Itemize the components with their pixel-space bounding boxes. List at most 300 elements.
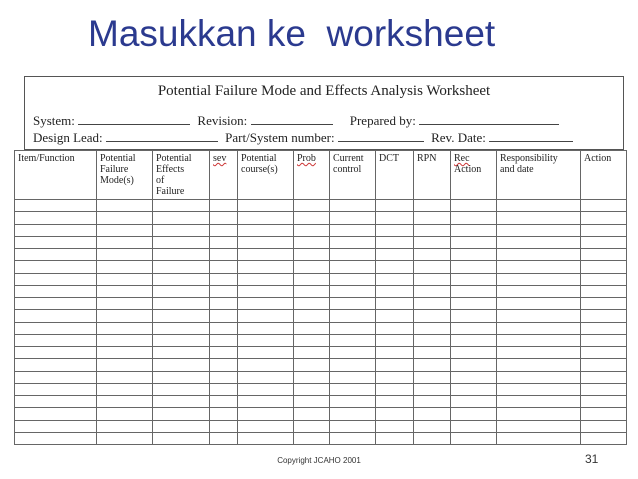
table-cell[interactable] [15,432,97,444]
table-cell[interactable] [414,322,451,334]
column-header [451,151,497,200]
table-cell[interactable] [414,298,451,310]
table-cell[interactable] [330,285,376,297]
table-cell[interactable] [15,334,97,346]
table-cell[interactable] [294,212,330,224]
table-cell[interactable] [294,236,330,248]
table-cell[interactable] [330,359,376,371]
table-cell[interactable] [153,371,210,383]
table-cell[interactable] [581,420,627,432]
table-cell[interactable] [330,420,376,432]
table-cell[interactable] [97,310,153,322]
table-cell[interactable] [153,322,210,334]
table-cell[interactable] [294,261,330,273]
table-cell[interactable] [497,347,581,359]
table-cell[interactable] [15,212,97,224]
table-cell[interactable] [581,298,627,310]
column-header [153,151,210,200]
table-row [15,347,627,359]
column-header-text: Failure [156,186,185,197]
table-cell[interactable] [581,432,627,444]
table-cell[interactable] [15,371,97,383]
table-cell[interactable] [15,261,97,273]
table-row [15,371,627,383]
table-cell[interactable] [451,285,497,297]
table-cell[interactable] [497,310,581,322]
table-cell[interactable] [210,322,238,334]
worksheet-header [24,76,624,150]
table-cell[interactable] [97,298,153,310]
column-header-text: Failure [100,164,129,175]
rev-date-label: Rev. Date: [431,130,486,145]
table-cell[interactable] [238,396,294,408]
table-cell[interactable] [153,298,210,310]
table-cell[interactable] [376,200,414,212]
table-cell[interactable] [376,371,414,383]
table-cell[interactable] [15,396,97,408]
table-cell[interactable] [153,224,210,236]
table-cell[interactable] [330,236,376,248]
table-cell[interactable] [451,310,497,322]
table-cell[interactable] [153,432,210,444]
column-header-text: DCT [379,153,399,164]
table-cell[interactable] [97,249,153,261]
table-cell[interactable] [294,273,330,285]
table-cell[interactable] [451,212,497,224]
table-cell[interactable] [376,236,414,248]
table-cell[interactable] [15,408,97,420]
column-header-text: Potential [156,153,192,164]
table-cell[interactable] [581,396,627,408]
table-cell[interactable] [97,371,153,383]
table-cell[interactable] [97,212,153,224]
table-cell[interactable] [497,371,581,383]
table-cell[interactable] [97,224,153,236]
column-header-text: of [156,175,165,186]
table-cell[interactable] [581,212,627,224]
header-fields-row-1 [33,113,559,129]
table-cell[interactable] [414,359,451,371]
table-header-row [15,151,627,200]
table-cell[interactable] [451,322,497,334]
table-cell[interactable] [238,273,294,285]
table-cell[interactable] [153,310,210,322]
table-cell[interactable] [376,298,414,310]
table-cell[interactable] [451,396,497,408]
table-cell[interactable] [451,249,497,261]
table-cell[interactable] [210,371,238,383]
table-cell[interactable] [330,200,376,212]
table-cell[interactable] [210,261,238,273]
table-cell[interactable] [238,200,294,212]
table-cell[interactable] [238,334,294,346]
table-cell[interactable] [15,298,97,310]
table-cell[interactable] [451,420,497,432]
table-row [15,408,627,420]
table-cell[interactable] [238,432,294,444]
table-row [15,310,627,322]
column-header-text: RPN [417,153,437,164]
part-system-number-field[interactable] [338,131,424,142]
column-header-text: Action [454,164,482,175]
table-cell[interactable] [376,347,414,359]
table-cell[interactable] [238,359,294,371]
table-cell[interactable] [153,200,210,212]
table-cell[interactable] [414,285,451,297]
table-cell[interactable] [294,420,330,432]
table-cell[interactable] [376,249,414,261]
table-cell[interactable] [497,396,581,408]
revision-label: Revision: [197,113,248,128]
table-cell[interactable] [15,359,97,371]
table-row [15,261,627,273]
table-cell[interactable] [414,310,451,322]
table-cell[interactable] [97,236,153,248]
table-cell[interactable] [581,371,627,383]
table-cell[interactable] [97,261,153,273]
table-cell[interactable] [330,396,376,408]
table-cell[interactable] [414,236,451,248]
table-cell[interactable] [451,224,497,236]
table-cell[interactable] [581,285,627,297]
table-cell[interactable] [238,408,294,420]
system-label: System: [33,113,75,128]
table-cell[interactable] [414,334,451,346]
table-cell[interactable] [497,359,581,371]
column-header [294,151,330,200]
table-cell[interactable] [97,432,153,444]
table-cell[interactable] [294,383,330,395]
table-cell[interactable] [15,420,97,432]
table-cell[interactable] [376,273,414,285]
table-cell[interactable] [376,261,414,273]
table-cell[interactable] [210,273,238,285]
table-cell[interactable] [330,408,376,420]
table-cell[interactable] [294,224,330,236]
table-cell[interactable] [210,249,238,261]
table-cell[interactable] [581,408,627,420]
table-cell[interactable] [97,334,153,346]
table-cell[interactable] [414,212,451,224]
column-header [210,151,238,200]
table-cell[interactable] [414,347,451,359]
slide-title: Masukkan ke worksheet [88,13,496,54]
table-cell[interactable] [294,310,330,322]
table-cell[interactable] [97,383,153,395]
table-cell[interactable] [238,212,294,224]
table-cell[interactable] [330,249,376,261]
table-cell[interactable] [210,347,238,359]
column-header-text: Current [333,153,364,164]
table-cell[interactable] [15,224,97,236]
table-cell[interactable] [210,285,238,297]
column-header-text: Effects [156,164,185,175]
table-cell[interactable] [330,334,376,346]
revision-field[interactable] [251,114,333,125]
table-cell[interactable] [414,408,451,420]
table-cell[interactable] [210,359,238,371]
table-cell[interactable] [330,432,376,444]
table-cell[interactable] [376,420,414,432]
table-cell[interactable] [497,285,581,297]
table-cell[interactable] [330,298,376,310]
prepared-by-field[interactable] [419,114,559,125]
table-cell[interactable] [210,420,238,432]
table-cell[interactable] [497,273,581,285]
design-lead-label: Design Lead: [33,130,103,145]
table-cell[interactable] [414,261,451,273]
table-cell[interactable] [376,432,414,444]
table-cell[interactable] [497,408,581,420]
table-cell[interactable] [414,371,451,383]
worksheet-title: Potential Failure Mode and Effects Analysis Worksheet [157,83,491,99]
table-cell[interactable] [210,432,238,444]
table-cell[interactable] [497,224,581,236]
table-cell[interactable] [376,383,414,395]
table-cell[interactable] [153,347,210,359]
column-header [330,151,376,200]
table-cell[interactable] [210,298,238,310]
table-cell[interactable] [294,200,330,212]
table-cell[interactable] [153,285,210,297]
table-cell[interactable] [294,347,330,359]
table-body [15,200,627,445]
table-cell[interactable] [97,396,153,408]
column-header-text: Potential [241,153,277,164]
table-cell[interactable] [376,322,414,334]
table-cell[interactable] [581,249,627,261]
table-cell[interactable] [330,273,376,285]
table-cell[interactable] [451,334,497,346]
table-cell[interactable] [581,200,627,212]
table-cell[interactable] [376,224,414,236]
table-row [15,249,627,261]
table-cell[interactable] [294,396,330,408]
table-cell[interactable] [451,359,497,371]
table-cell[interactable] [330,322,376,334]
table-cell[interactable] [330,383,376,395]
table-cell[interactable] [238,298,294,310]
table-cell[interactable] [581,310,627,322]
table-cell[interactable] [497,298,581,310]
column-header [15,151,97,200]
table-cell[interactable] [97,359,153,371]
table-cell[interactable] [294,408,330,420]
table-cell[interactable] [97,200,153,212]
table-row [15,224,627,236]
table-cell[interactable] [376,285,414,297]
table-cell[interactable] [376,212,414,224]
column-header-text: Mode(s) [100,175,134,186]
table-cell[interactable] [376,396,414,408]
table-cell[interactable] [330,371,376,383]
prepared-by-label: Prepared by: [349,113,416,128]
table-cell[interactable] [376,334,414,346]
table-cell[interactable] [153,273,210,285]
table-cell[interactable] [451,273,497,285]
table-cell[interactable] [451,371,497,383]
table-cell[interactable] [153,334,210,346]
table-row [15,383,627,395]
table-cell[interactable] [330,310,376,322]
table-cell[interactable] [153,249,210,261]
table-cell[interactable] [153,359,210,371]
table-cell[interactable] [294,359,330,371]
table-cell[interactable] [294,371,330,383]
table-cell[interactable] [581,236,627,248]
table-cell[interactable] [330,261,376,273]
table-cell[interactable] [330,224,376,236]
table-cell[interactable] [376,359,414,371]
table-cell[interactable] [210,212,238,224]
table-cell[interactable] [294,285,330,297]
table-cell[interactable] [294,334,330,346]
table-row [15,432,627,444]
table-cell[interactable] [238,236,294,248]
column-header [97,151,153,200]
table-cell[interactable] [414,420,451,432]
table-cell[interactable] [294,322,330,334]
table-cell[interactable] [238,224,294,236]
table-row [15,359,627,371]
table-cell[interactable] [210,200,238,212]
table-cell[interactable] [581,347,627,359]
table-cell[interactable] [15,249,97,261]
design-lead-field[interactable] [106,131,218,142]
copyright-text: Copyright JCAHO 2001 [277,456,361,465]
column-header-text: Prob [297,153,316,164]
table-cell[interactable] [497,249,581,261]
table-cell[interactable] [153,420,210,432]
table-cell[interactable] [153,261,210,273]
table-cell[interactable] [497,420,581,432]
table-cell[interactable] [15,347,97,359]
column-header-text: Responsibility [500,153,558,164]
table-cell[interactable] [330,347,376,359]
table-cell[interactable] [153,212,210,224]
table-cell[interactable] [15,322,97,334]
table-cell[interactable] [153,396,210,408]
table-cell[interactable] [330,212,376,224]
table-cell[interactable] [153,236,210,248]
page-number: 31 [585,452,599,466]
table-cell[interactable] [451,383,497,395]
table-cell[interactable] [451,432,497,444]
table-cell[interactable] [97,347,153,359]
header-fields-row-2 [33,130,573,146]
table-cell[interactable] [97,408,153,420]
column-header-text: Potential [100,153,136,164]
table-cell[interactable] [581,273,627,285]
table-cell[interactable] [15,273,97,285]
table-cell[interactable] [376,310,414,322]
table-cell[interactable] [581,261,627,273]
table-cell[interactable] [294,432,330,444]
table-cell[interactable] [97,420,153,432]
table-cell[interactable] [210,310,238,322]
table-row [15,420,627,432]
table-cell[interactable] [451,236,497,248]
table-cell[interactable] [15,236,97,248]
table-cell[interactable] [210,396,238,408]
table-cell[interactable] [414,432,451,444]
table-cell[interactable] [414,224,451,236]
table-cell[interactable] [414,249,451,261]
table-cell[interactable] [210,236,238,248]
table-cell[interactable] [238,261,294,273]
table-cell[interactable] [210,224,238,236]
table-cell[interactable] [451,298,497,310]
table-cell[interactable] [238,322,294,334]
table-cell[interactable] [414,273,451,285]
table-cell[interactable] [581,224,627,236]
table-cell[interactable] [238,383,294,395]
table-cell[interactable] [294,249,330,261]
table-row [15,334,627,346]
table-cell[interactable] [97,273,153,285]
column-header-text: course(s) [241,164,278,175]
table-cell[interactable] [497,200,581,212]
table-cell[interactable] [414,200,451,212]
table-cell[interactable] [581,359,627,371]
table-cell[interactable] [238,420,294,432]
table-cell[interactable] [414,383,451,395]
table-cell[interactable] [15,383,97,395]
table-cell[interactable] [15,200,97,212]
table-cell[interactable] [581,334,627,346]
table-cell[interactable] [451,261,497,273]
table-cell[interactable] [15,310,97,322]
table-cell[interactable] [153,383,210,395]
column-header-text: and date [500,164,534,175]
table-cell[interactable] [97,322,153,334]
table-cell[interactable] [497,212,581,224]
table-cell[interactable] [210,383,238,395]
table-cell[interactable] [153,408,210,420]
table-cell[interactable] [451,200,497,212]
column-header [376,151,414,200]
column-header [497,151,581,200]
table-cell[interactable] [581,383,627,395]
table-cell[interactable] [238,310,294,322]
table-cell[interactable] [451,408,497,420]
table-cell[interactable] [497,383,581,395]
table-cell[interactable] [210,334,238,346]
table-cell[interactable] [451,347,497,359]
column-header-text: sev [213,153,227,164]
table-cell[interactable] [497,322,581,334]
table-cell[interactable] [497,334,581,346]
table-cell[interactable] [238,347,294,359]
table-cell[interactable] [581,322,627,334]
column-header [238,151,294,200]
table-cell[interactable] [294,298,330,310]
system-field[interactable] [78,114,190,125]
table-cell[interactable] [376,408,414,420]
table-cell[interactable] [238,371,294,383]
table-cell[interactable] [414,396,451,408]
table-cell[interactable] [15,285,97,297]
rev-date-field[interactable] [489,131,573,142]
table-cell[interactable] [497,236,581,248]
table-cell[interactable] [238,285,294,297]
table-cell[interactable] [497,432,581,444]
table-cell[interactable] [497,261,581,273]
table-cell[interactable] [238,249,294,261]
table-cell[interactable] [210,408,238,420]
fmea-worksheet-table [14,150,627,445]
table-cell[interactable] [97,285,153,297]
